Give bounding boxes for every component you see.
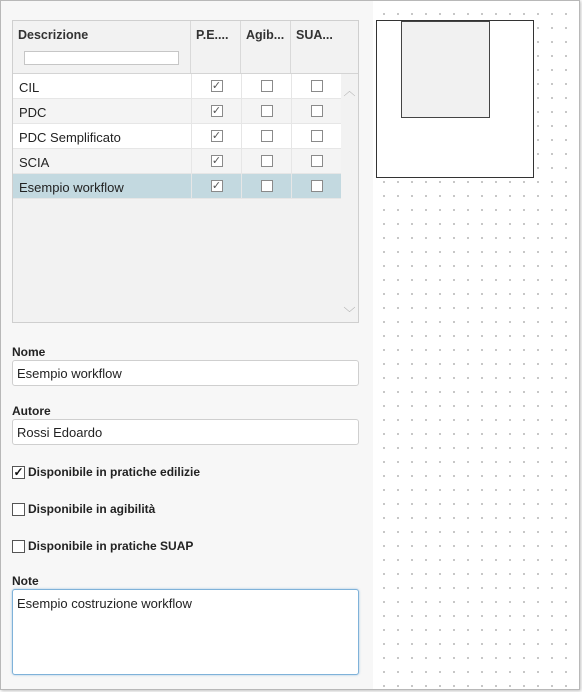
grid-body [13, 74, 341, 322]
cell-descrizione: SCIA [19, 155, 50, 170]
checkbox-unchecked-icon[interactable] [12, 503, 25, 516]
column-header-suap[interactable] [291, 21, 358, 73]
table-row[interactable] [13, 149, 341, 174]
checkbox-unchecked-icon[interactable] [311, 130, 323, 142]
workflow-grid [12, 20, 359, 323]
column-header-label: Agib... [246, 28, 285, 42]
cell-suap [291, 99, 341, 123]
checkbox-checked-icon[interactable]: ✓ [211, 155, 222, 167]
nome-field[interactable]: Esempio workflow [12, 360, 359, 386]
cell-descrizione: Esempio workflow [19, 180, 124, 195]
checkbox-unchecked-icon[interactable] [261, 155, 273, 167]
cell-agib [241, 174, 291, 198]
minimap-viewport[interactable] [401, 21, 490, 118]
cell-suap [291, 149, 341, 173]
chevron-down-icon[interactable]: ﹀ [343, 306, 356, 320]
column-header-agib[interactable] [241, 21, 291, 73]
diagram-canvas[interactable] [373, 1, 579, 690]
column-header-label: SUA... [296, 28, 333, 42]
checkbox-unchecked-icon[interactable] [311, 80, 323, 92]
column-header-label: Descrizione [18, 28, 89, 42]
cell-descrizione: CIL [19, 80, 40, 95]
check-label: Disponibile in pratiche edilizie [28, 465, 201, 479]
cell-pe [191, 149, 241, 173]
grid-scrollbar[interactable] [341, 74, 358, 322]
minimap[interactable] [376, 20, 534, 178]
descrizione-filter-input[interactable] [24, 51, 179, 65]
checkbox-checked-icon[interactable]: ✓ [211, 105, 222, 117]
checkbox-checked-icon[interactable]: ✓ [211, 130, 222, 142]
cell-pe [191, 74, 241, 98]
checkbox-checked-icon[interactable]: ✓ [211, 180, 222, 192]
grid-header [13, 21, 358, 74]
checkbox-unchecked-icon[interactable] [311, 155, 323, 167]
check-pratiche-suap[interactable] [12, 538, 193, 554]
table-row[interactable] [13, 74, 341, 99]
note-textarea[interactable]: Esempio costruzione workflow [12, 589, 359, 675]
cell-agib [241, 74, 291, 98]
note-label: Note [12, 574, 39, 588]
cell-suap [291, 124, 341, 148]
checkbox-unchecked-icon[interactable] [261, 130, 273, 142]
table-row[interactable] [13, 124, 341, 149]
checkbox-unchecked-icon[interactable] [311, 105, 323, 117]
cell-descrizione: PDC [19, 105, 47, 120]
checkbox-checked-icon[interactable]: ✓ [13, 464, 24, 479]
check-label: Disponibile in agibilità [28, 502, 156, 516]
check-pratiche-edilizie[interactable] [12, 464, 200, 480]
table-row[interactable] [13, 99, 341, 124]
properties-panel [1, 1, 373, 690]
column-header-pe[interactable] [191, 21, 241, 73]
check-label: Disponibile in pratiche SUAP [28, 539, 194, 553]
cell-pe [191, 174, 241, 198]
nome-label: Nome [12, 345, 46, 359]
column-header-label: P.E.... [196, 28, 229, 42]
cell-pe [191, 99, 241, 123]
checkbox-unchecked-icon[interactable] [261, 105, 273, 117]
column-header-descrizione[interactable] [13, 21, 191, 73]
cell-descrizione: PDC Semplificato [19, 130, 121, 145]
cell-suap [291, 174, 341, 198]
autore-field[interactable]: Rossi Edoardo [12, 419, 359, 445]
checkbox-unchecked-icon[interactable] [261, 180, 273, 192]
cell-suap [291, 74, 341, 98]
autore-label: Autore [12, 404, 51, 418]
cell-pe [191, 124, 241, 148]
table-row[interactable] [13, 174, 341, 199]
checkbox-unchecked-icon[interactable] [311, 180, 323, 192]
checkbox-checked-icon[interactable]: ✓ [211, 80, 222, 92]
cell-agib [241, 149, 291, 173]
chevron-up-icon[interactable]: ︿ [343, 84, 356, 98]
check-agibilita[interactable] [12, 501, 155, 517]
cell-agib [241, 99, 291, 123]
checkbox-unchecked-icon[interactable] [12, 540, 25, 553]
checkbox-unchecked-icon[interactable] [261, 80, 273, 92]
cell-agib [241, 124, 291, 148]
